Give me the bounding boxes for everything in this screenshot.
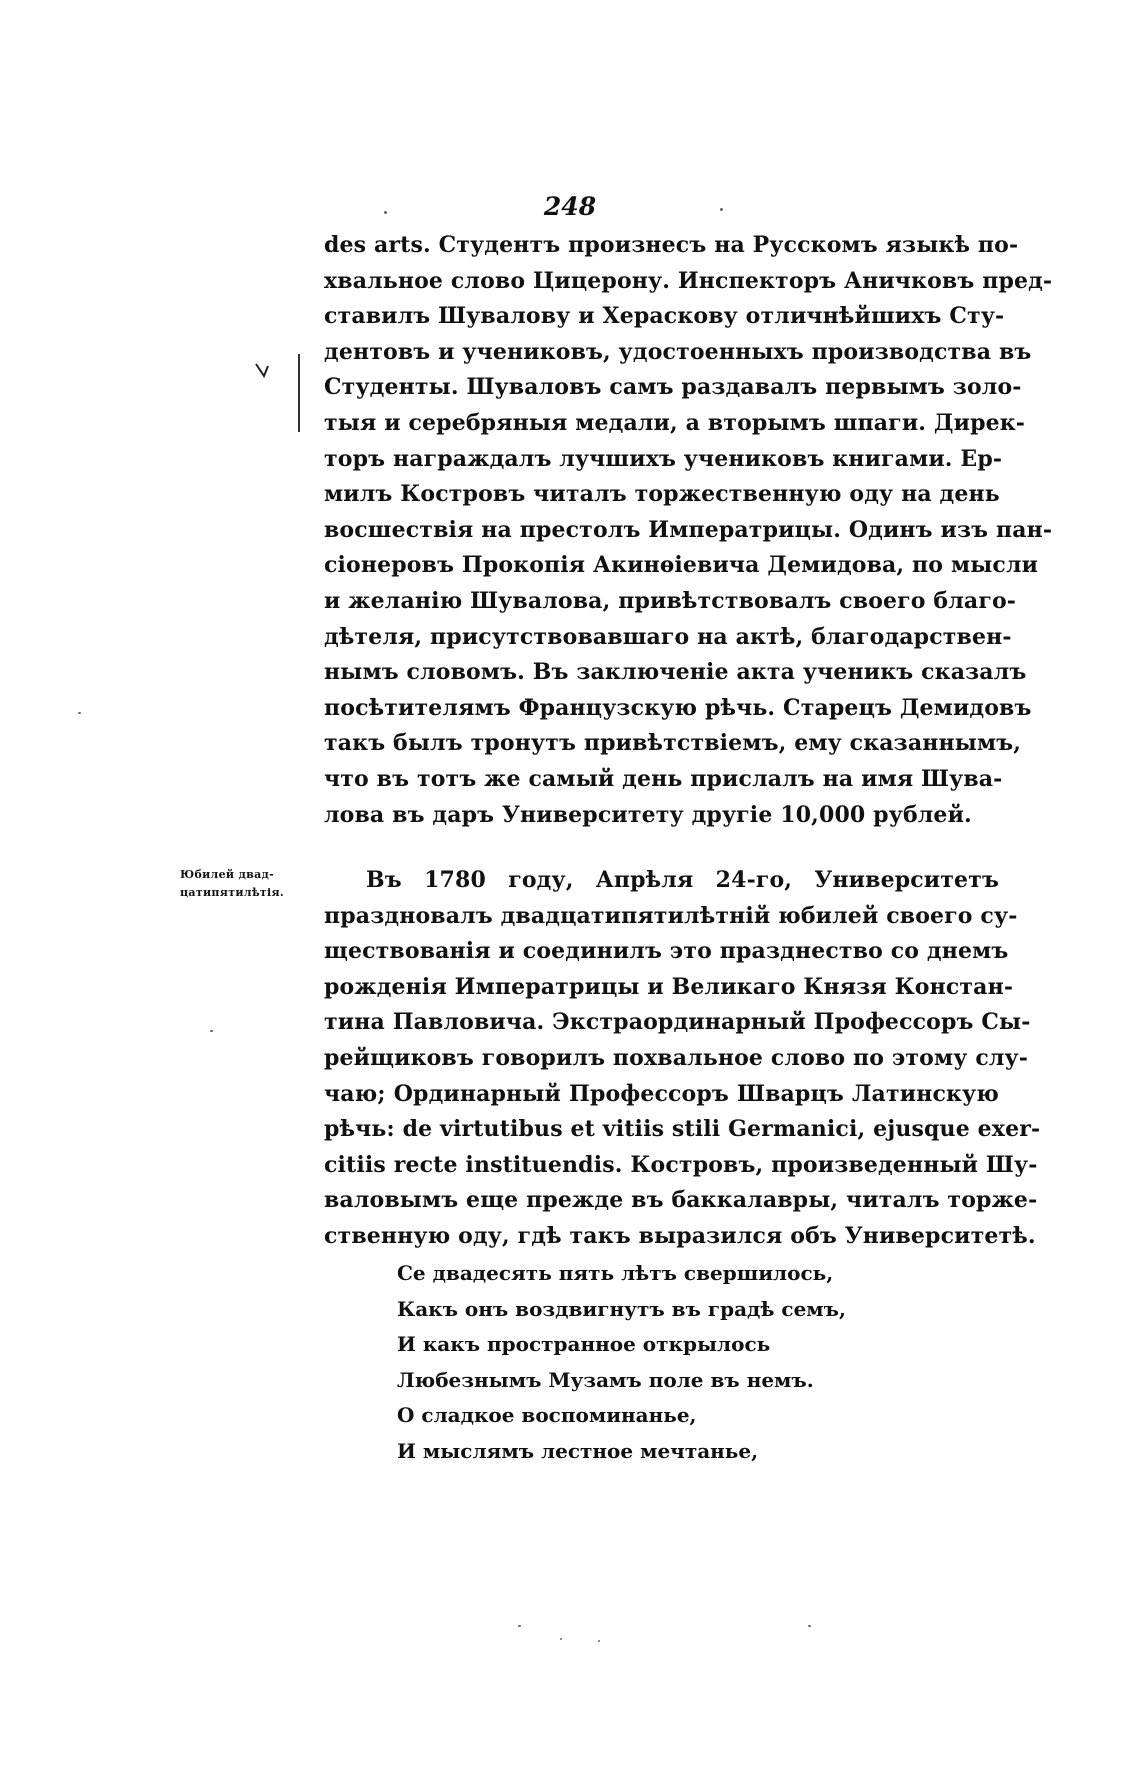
print-speck <box>598 1640 600 1642</box>
poem-stanza <box>397 1256 846 1470</box>
text-line: Въ 1780 году, Апрѣля 24-го, Университетъ <box>366 867 999 893</box>
main-paragraph <box>324 228 1053 833</box>
poem-line: О сладкое воспоминанье, <box>397 1403 697 1428</box>
text-line: такъ былъ тронутъ привѣтствіемъ, ему сказаннымъ, <box>324 730 1022 757</box>
margin-note-line: цатипятилѣтія. <box>180 886 285 899</box>
poem-line: И какъ пространное открылось <box>397 1332 771 1357</box>
print-speck <box>210 1030 213 1032</box>
text-line: дентовъ и учениковъ, удостоенныхъ производства въ <box>324 338 1032 365</box>
text-line: рейщиковъ говорилъ похвальное слово по этому слу- <box>324 1044 1029 1071</box>
text-line: что въ тотъ же самый день прислалъ на имя Шува- <box>324 765 1003 792</box>
print-speck <box>720 208 723 211</box>
text-line: сіонеровъ Прокопія Акинѳіевича Демидова, по мысли <box>324 552 1039 579</box>
text-line: хвальное слово Цицерону. Инспекторъ Аничковъ пред- <box>324 267 1053 294</box>
page-number: 248 <box>543 192 597 221</box>
text-line: ственную оду, гдѣ такъ выразился объ Университетѣ. <box>324 1222 1036 1249</box>
text-line: чаю; Ординарный Профессоръ Шварцъ Латинскую <box>324 1080 999 1107</box>
print-speck <box>808 1625 811 1627</box>
print-speck <box>518 1625 521 1627</box>
print-speck <box>560 1638 562 1640</box>
text-line: citiis recte instituendis. Костровъ, произведенный Шу- <box>324 1151 1038 1178</box>
text-line: посѣтителямъ Французскую рѣчь. Старецъ Демидовъ <box>324 694 1032 721</box>
margin-note <box>180 866 320 902</box>
print-speck <box>384 211 387 214</box>
text-line: тина Павловича. Экстраординарный Профессоръ Сы- <box>324 1009 1031 1036</box>
text-line: торъ награждалъ лучшихъ учениковъ книгами. Ер- <box>324 445 1003 472</box>
text-line: праздновалъ двадцатипятилѣтній юбилей своего су- <box>324 902 1018 929</box>
second-paragraph <box>324 863 1041 1255</box>
text-line: рожденія Императрицы и Великаго Князя Констан- <box>324 973 1014 1000</box>
text-line: восшествія на престолъ Императрицы. Одинъ изъ пан- <box>324 516 1053 543</box>
text-line: милъ Костровъ читалъ торжественную оду на день <box>324 481 1000 508</box>
poem-line: Какъ онъ воздвигнутъ въ градѣ семъ, <box>397 1296 846 1321</box>
margin-note-line: Юбилей двад- <box>180 868 274 881</box>
poem-line: И мыслямъ лестное мечтанье, <box>397 1438 759 1463</box>
text-line: Студенты. Шуваловъ самъ раздавалъ первымъ золо- <box>324 374 1022 401</box>
text-line: и желанію Шувалова, привѣтствовалъ своего благо- <box>324 587 1017 614</box>
text-line: тыя и серебряныя медали, а вторымъ шпаги. Дирек- <box>324 409 1026 436</box>
text-line: валовымъ еще прежде въ баккалавры, читалъ торже- <box>324 1187 1038 1214</box>
margin-bar-mark <box>296 352 302 434</box>
text-line: des arts. Студентъ произнесъ на Русскомъ языкѣ по- <box>324 232 1019 258</box>
pencil-check-mark <box>254 360 276 380</box>
text-line: нымъ словомъ. Въ заключеніе акта ученикъ сказалъ <box>324 659 1027 686</box>
text-line: лова въ даръ Университету другіе 10,000 рублей. <box>324 801 972 828</box>
print-speck <box>78 712 81 714</box>
text-line: рѣчь: de virtutibus et vitiis stili Germanici, ejusque exer- <box>324 1116 1041 1143</box>
text-line: ществованія и соединилъ это празднество со днемъ <box>324 938 1009 965</box>
text-line: ставилъ Шувалову и Хераскову отличнѣйшихъ Сту- <box>324 303 1005 330</box>
text-line: дѣтеля, присутствовавшаго на актѣ, благодарствен- <box>324 623 1012 650</box>
poem-line: Се двадесять пять лѣтъ свершилось, <box>397 1261 834 1285</box>
poem-line: Любезнымъ Музамъ поле въ немъ. <box>397 1367 814 1392</box>
